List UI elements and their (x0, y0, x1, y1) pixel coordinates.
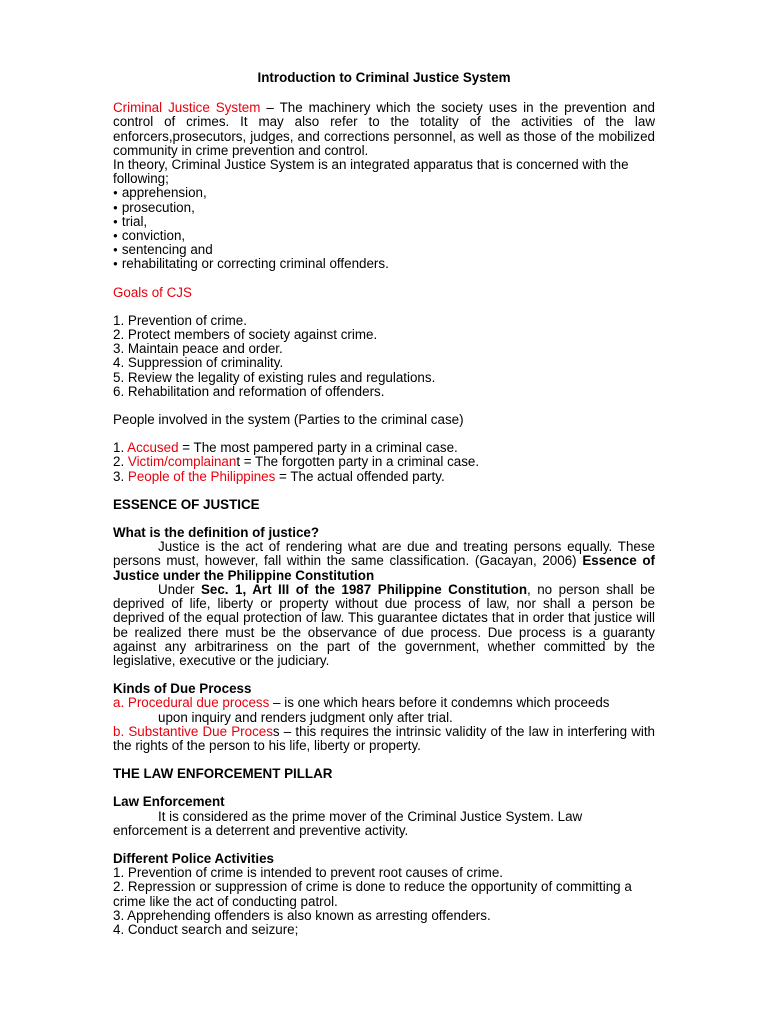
substantive-due-process: b. Substantive Due Process – this requires the intrinsic validity of the law in interfering with the rights of the person to his life, liberty or property. (113, 723, 656, 753)
law-enforcement-subheading: Law Enforcement (113, 794, 225, 810)
police-item: 2. Repression or suppression of crime is done to reduce the opportunity of committing a crime like the act of conducting patrol. (113, 879, 632, 909)
constitution-text: Under Sec. 1, Art III of the 1987 Philippine Constitution, no person shall be deprived of life, liberty or property without due process of law, nor shall a person be deprived of the equal protection of law. This guarantee dictates that in order that justice will be realized there must be the observance of due process. Due process is a guaranty against any arbitrariness on the part of the government, whether committed by the legislative, executive or the judiciary. (113, 581, 656, 668)
cjs-theory: In theory, Criminal Justice System is an integrated apparatus that is concerned with the following; (113, 157, 629, 187)
justice-definition: Justice is the act of rendering what are due and treating persons equally. These persons must, however, fall within the same classification. (Gacayan, 2006) Essence of Justice under the Philippine Constitution (113, 539, 655, 583)
goal-item: 2. Protect members of society against crime. (113, 327, 378, 343)
goal-item: 4. Suppression of criminality. (113, 355, 284, 371)
party-item: 3. People of the Philippines = The actual offended party. (113, 468, 445, 484)
goal-item: 6. Rehabilitation and reformation of offenders. (113, 383, 385, 399)
police-item: 4. Conduct search and seizure; (113, 921, 299, 937)
law-enforcement-text: It is considered as the prime mover of the Criminal Justice System. Law enforcement is a deterrent and preventive activity. (113, 808, 583, 838)
cjs-term: Criminal Justice System (113, 100, 261, 116)
page-title: Introduction to Criminal Justice System (257, 70, 511, 85)
police-item: 3. Apprehending offenders is also known as arresting offenders. (113, 907, 491, 923)
list-item: ● prosecution, (113, 201, 655, 215)
justice-question: What is the definition of justice? (113, 525, 320, 541)
essence-heading: ESSENCE OF JUSTICE (113, 496, 260, 512)
police-item: 1. Prevention of crime is intended to prevent root causes of crime. (113, 865, 504, 881)
constitution-heading: Essence of Justice under the Philippine Constitution (113, 553, 655, 583)
party-item: 1. Accused = The most pampered party in a criminal case. (113, 440, 458, 456)
goal-item: 3. Maintain peace and order. (113, 341, 283, 357)
due-process-heading: Kinds of Due Process (113, 681, 252, 697)
procedural-continuation: upon inquiry and renders judgment only after trial. (158, 709, 453, 725)
goal-item: 5. Review the legality of existing rules and regulations. (113, 369, 436, 385)
cjs-bullet-list (113, 186, 655, 271)
list-item: ● apprehension, (113, 186, 655, 200)
police-activities-heading: Different Police Activities (113, 850, 274, 866)
list-item: ● rehabilitating or correcting criminal offenders. (113, 257, 655, 271)
law-enforcement-heading: THE LAW ENFORCEMENT PILLAR (113, 766, 333, 782)
procedural-due-process: a. Procedural due process – is one which hears before it condemns which proceeds (113, 695, 610, 711)
cjs-definition (113, 101, 655, 158)
goal-item: 1. Prevention of crime. (113, 312, 247, 328)
parties-intro: People involved in the system (Parties to the criminal case) (113, 412, 464, 428)
list-item: ● trial, (113, 215, 655, 229)
goals-heading: Goals of CJS (113, 284, 192, 300)
cjs-definition-text: – The machinery which the society uses in the prevention and control of crimes. It may also refer to the totality of the activities of the law enforcers,prosecutors, judges, and corrections personnel, as well as those of the mobilized community in crime prevention and control. (113, 100, 655, 158)
party-item: 2. Victim/complainant = The forgotten party in a criminal case. (113, 454, 480, 470)
list-item: ● sentencing and (113, 243, 655, 257)
list-item: ● conviction, (113, 229, 655, 243)
document-content (113, 71, 655, 937)
